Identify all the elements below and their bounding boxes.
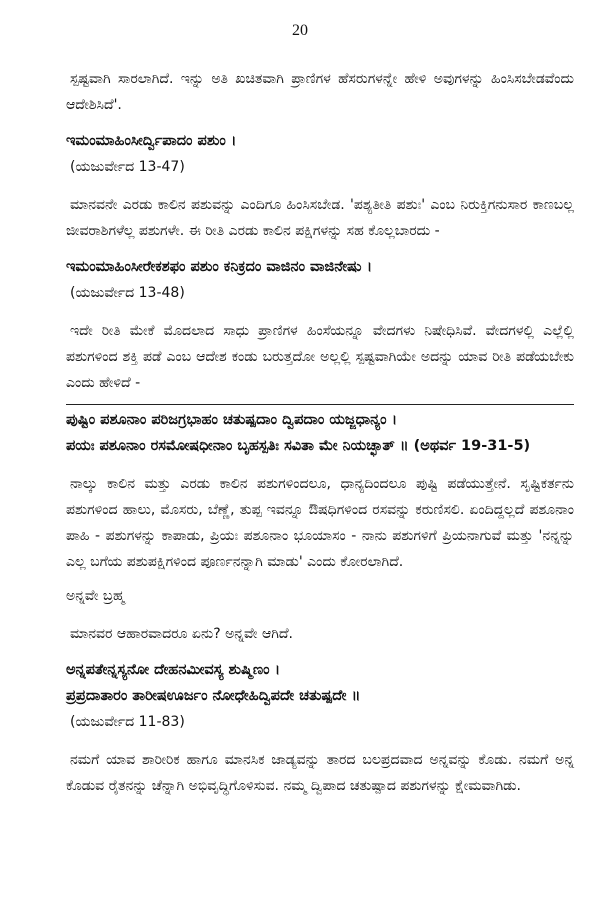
- verse-line: ಪ್ರಪ್ರದಾತಾರಂ ತಾರೀಷಊರ್ಜಂ ನೋಧೇಹಿದ್ವಿಪದೇ ಚತುಷ್ಪದೇ ॥: [66, 688, 361, 704]
- verse-line: ಇಮಂಮಾಹಿಂಸೀರೇಕಶಫಂ ಪಶುಂ ಕನಿಕ್ರದಂ ವಾಜಿನಂ ವಾಜಿನೇಷು ।: [66, 259, 373, 275]
- page-number: 20: [292, 22, 308, 39]
- verse-line: ಇಮಂಮಾಹಿಂಸೀರ್ದ್ವಿಪಾದಂ ಪಶುಂ ।: [66, 133, 237, 149]
- verse-reference: (ಯಜುರ್ವೇದ 11-83): [70, 714, 185, 730]
- paragraph: ಮಾನವರ ಆಹಾರವಾದರೂ ಏನು? ಅನ್ನವೇ ಆಗಿದೆ.: [70, 626, 293, 642]
- page-content: [66, 66, 574, 807]
- paragraph: ಸ್ಪಷ್ಟವಾಗಿ ಸಾರಲಾಗಿದೆ. ಇನ್ನು ಅತಿ ಖಚಿತವಾಗಿ ಪ್ರಾಣಿಗಳ ಹೆಸರುಗಳನ್ನೇ ಹೇಳಿ ಅವುಗಳನ್ನು ಹಿಂಸಿಸಬೇಡವೆಂದು ಆದೇಶಿಸಿದೆ'.: [66, 71, 574, 113]
- verse-line: ಪಯಃ ಪಶೂನಾಂ ರಸಮೋಷಧೀನಾಂ ಬೃಹಸ್ಪತಿಃ ಸವಿತಾ ಮೇ ನಿಯಚ್ಛಾತ್ ॥ (ಅಥರ್ವ 19-31-5): [66, 438, 531, 454]
- verse-line: ಪುಷ್ಟಿಂ ಪಶೂನಾಂ ಪರಿಜಗ್ರಭಾಹಂ ಚತುಷ್ಪದಾಂ ದ್ವಿಪದಾಂ ಯಜ್ಜಧಾನ್ಯಂ ।: [66, 404, 574, 433]
- paragraph: ಮಾನವನೇ ಎರಡು ಕಾಲಿನ ಪಶುವನ್ನು ಎಂದಿಗೂ ಹಿಂಸಿಸಬೇಡ. 'ಪಶ್ಯತೀತಿ ಪಶುಃ' ಎಂಬ ನಿರುಕ್ತಿಗನುಸಾರ ಕಾಣಬಲ್ಲ ಜೀವರಾಶಿಗಳೆಲ್ಲ ಪಶುಗಳೇ. ಈ ರೀತಿ ಎರಡು ಕಾಲಿನ ಪಕ್ಷಿಗಳನ್ನು ಸಹ ಕೊಲ್ಲಬಾರದು -: [66, 197, 574, 239]
- paragraph: ಇದೇ ರೀತಿ ಮೇಕೆ ಮೊದಲಾದ ಸಾಧು ಪ್ರಾಣಿಗಳ ಹಿಂಸೆಯನ್ನೂ ವೇದಗಳು ನಿಷೇಧಿಸಿವೆ. ವೇದಗಳಲ್ಲಿ ಎಲ್ಲೆಲ್ಲಿ ಪಶುಗಳಿಂದ ಶಕ್ತಿ ಪಡೆ ಎಂಬ ಆದೇಶ ಕಂಡು ಬರುತ್ತದೋ ಅಲ್ಲಲ್ಲಿ ಸ್ಪಷ್ಟವಾಗಿಯೇ ಅದನ್ನು ಯಾವ ರೀತಿ ಪಡೆಯಬೇಕು ಎಂದು ಹೇಳಿದೆ -: [66, 323, 574, 391]
- verse-line: ಅನ್ನಪತೇನ್ನಸ್ಯನೋ ದೇಹನಮೀವಸ್ಯ ಶುಷ್ಮಿಣಂ ।: [66, 662, 281, 678]
- verse-reference: (ಯಜುರ್ವೇದ 13-48): [70, 285, 185, 301]
- verse-reference: (ಯಜುರ್ವೇದ 13-47): [70, 159, 185, 175]
- paragraph: ನಾಲ್ಕು ಕಾಲಿನ ಮತ್ತು ಎರಡು ಕಾಲಿನ ಪಶುಗಳಿಂದಲೂ, ಧಾನ್ಯದಿಂದಲೂ ಪುಷ್ಟಿ ಪಡೆಯುತ್ತೇನೆ. ಸೃಷ್ಟಿಕರ್ತನು ಪಶುಗಳಿಂದ ಹಾಲು, ಮೊಸರು, ಬೆಣ್ಣೆ, ತುಪ್ಪ ಇವನ್ನೂ ಔಷಧಿಗಳಿಂದ ರಸವನ್ನು ಕರುಣಿಸಲಿ. ಏಂದಿದ್ದಲ್ಲದೆ ಪಶೂನಾಂ ಪಾಹಿ - ಪಶುಗಳನ್ನು ಕಾಪಾಡು, ಪ್ರಿಯಃ ಪಶೂನಾಂ ಭೂಯಾಸಂ - ನಾನು ಪಶುಗಳಿಗೆ ಪ್ರಿಯನಾಗುವೆ ಮತ್ತು 'ನನ್ನನ್ನು ಎಲ್ಲ ಬಗೆಯ ಪಶುಪಕ್ಷಿಗಳಿಂದ ಪೂರ್ಣನನ್ನಾಗಿ ಮಾಡು' ಎಂದು ಕೋರಲಾಗಿದೆ.: [66, 476, 574, 570]
- section-heading: ಅನ್ನವೇ ಬ್ರಹ್ಮ: [66, 588, 125, 604]
- paragraph: ನಮಗೆ ಯಾವ ಶಾರೀರಿಕ ಹಾಗೂ ಮಾನಸಿಕ ಜಾಡ್ಯವನ್ನು ತಾರದ ಬಲಪ್ರದವಾದ ಅನ್ನವನ್ನು ಕೊಡು. ನಮಗೆ ಅನ್ನ ಕೊಡುವ ರೈತನನ್ನು ಚೆನ್ನಾಗಿ ಅಭಿವೃದ್ಧಿಗೊಳಿಸುವ. ನಮ್ಮ ದ್ವಿಪಾದ ಚತುಷ್ಪಾದ ಪಶುಗಳನ್ನು ಕ್ಷೇಮವಾಗಿಡು.: [66, 752, 574, 794]
